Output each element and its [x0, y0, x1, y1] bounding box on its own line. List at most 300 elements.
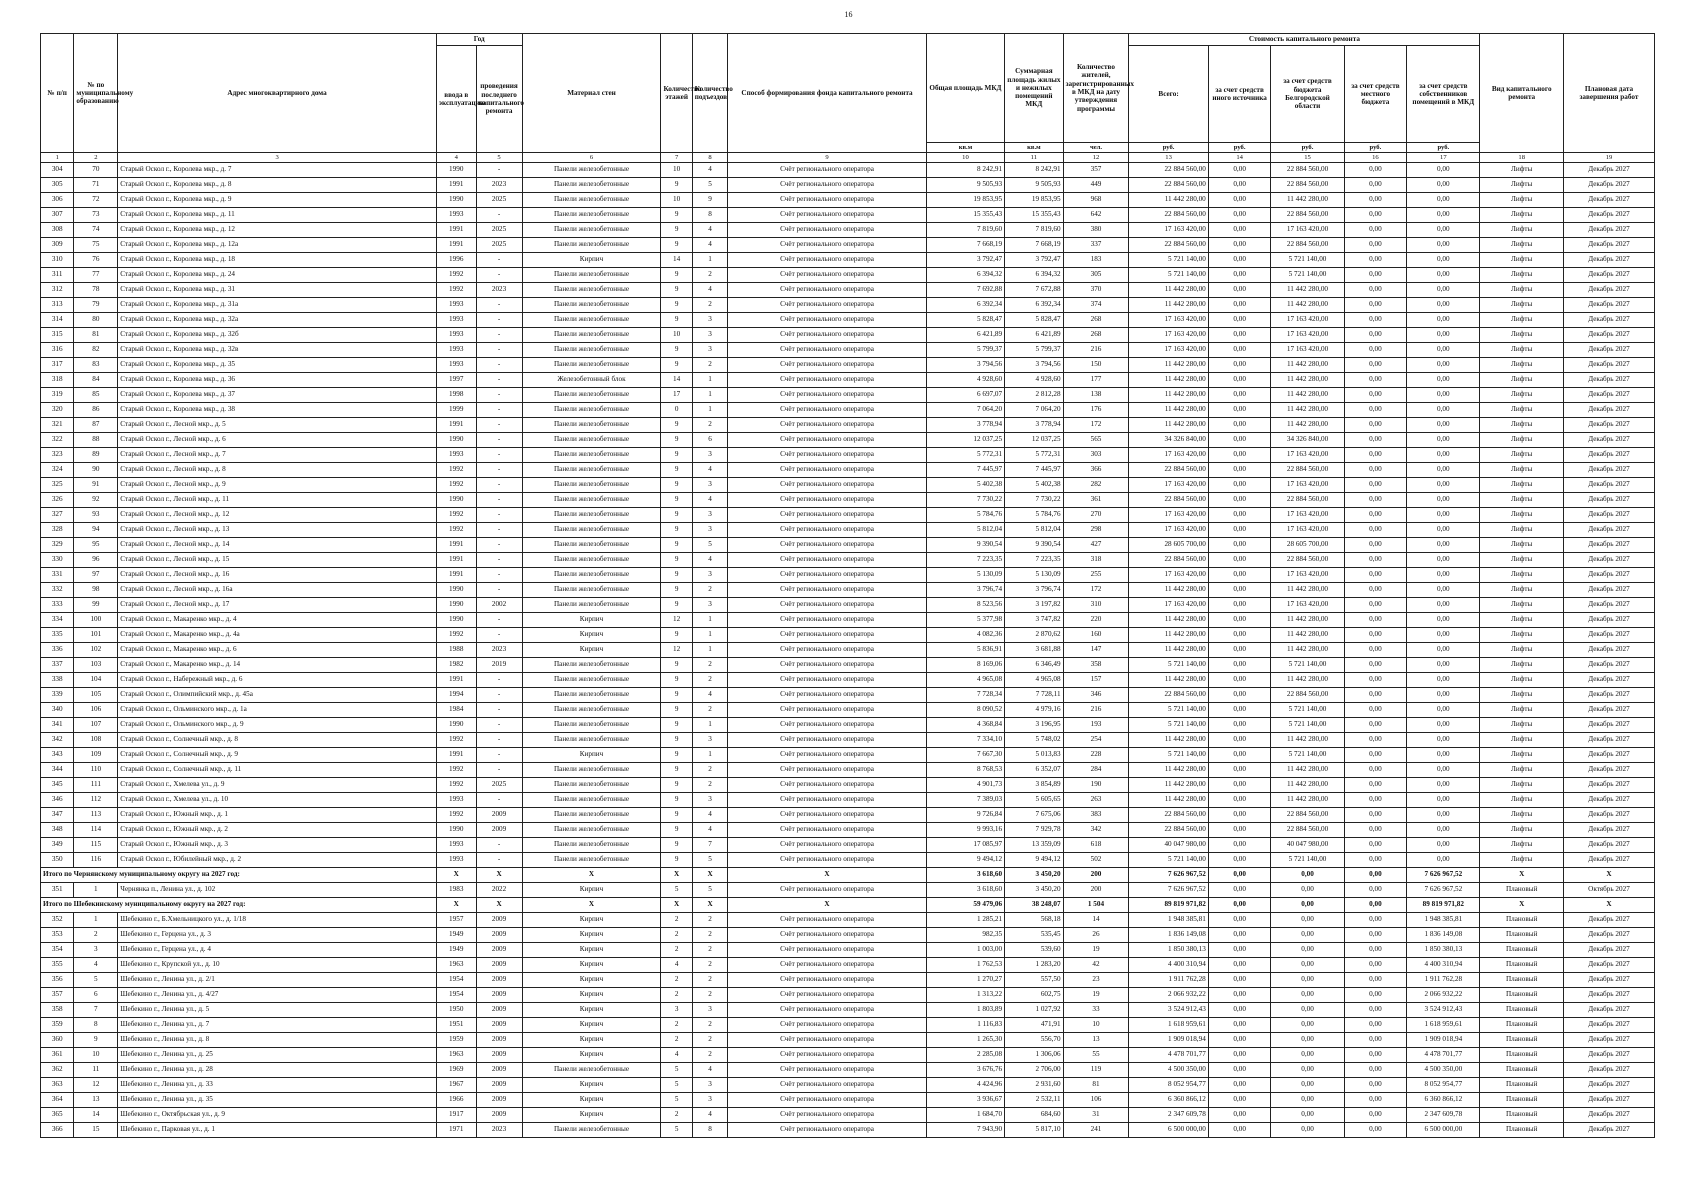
- cell-fund-method: Счёт регионального оператора: [728, 628, 926, 643]
- cell-address: Шебекино г., Ленина ул., д. 5: [118, 1003, 437, 1018]
- cell-planned-date: Декабрь 2027: [1563, 988, 1654, 1003]
- cell-entrances: 3: [692, 598, 728, 613]
- cell-mun-num: 90: [74, 463, 118, 478]
- cell-address: Старый Оскол г., Южный мкр., д. 2: [118, 823, 437, 838]
- cell-cost-regional: 28 605 700,00: [1271, 538, 1344, 553]
- cell-wall-material: Панели железобетонные: [522, 328, 661, 343]
- cell-cost-regional: 11 442 280,00: [1271, 778, 1344, 793]
- cell-mun-num: 78: [74, 283, 118, 298]
- cell-planned-date: Декабрь 2027: [1563, 1003, 1654, 1018]
- cell-planned-date: Декабрь 2027: [1563, 1048, 1654, 1063]
- cell-year-last-repair: 2009: [476, 1003, 522, 1018]
- cell-living-area: 3 681,88: [1005, 643, 1063, 658]
- cell-residents: 337: [1063, 238, 1129, 253]
- cell-planned-date: Декабрь 2027: [1563, 403, 1654, 418]
- cell-num: 311: [41, 268, 74, 283]
- cell-living-area: 5 130,09: [1005, 568, 1063, 583]
- cell-year-commission: 1993: [436, 838, 476, 853]
- cell-residents: 220: [1063, 613, 1129, 628]
- cell-num: 327: [41, 508, 74, 523]
- cell-year-last-repair: -: [476, 298, 522, 313]
- col-header-mun-num: № по муниципальному образованию: [74, 34, 118, 153]
- cell-year-commission: 1949: [436, 928, 476, 943]
- cell-cost-local: 0,00: [1344, 1003, 1407, 1018]
- cell-residents: 176: [1063, 403, 1129, 418]
- cell-num: 364: [41, 1093, 74, 1108]
- cell-wall-material: Панели железобетонные: [522, 718, 661, 733]
- cell-cost-owners: 8 052 954,77: [1407, 1078, 1480, 1093]
- cell-cost-other: 0,00: [1208, 1003, 1271, 1018]
- cell-floors: 9: [661, 298, 692, 313]
- cell-residents: 147: [1063, 643, 1129, 658]
- cell-floors: 9: [661, 313, 692, 328]
- column-number: 1: [41, 153, 74, 163]
- cell-floors: 9: [661, 658, 692, 673]
- cell-cost-local: 0,00: [1344, 1108, 1407, 1123]
- cell-address: Старый Оскол г., Королева мкр., д. 12: [118, 223, 437, 238]
- cell-cost-other: 0,00: [1208, 913, 1271, 928]
- cell-fund-method: Счёт регионального оператора: [728, 388, 926, 403]
- cell-mun-num: 103: [74, 658, 118, 673]
- cell-cost-total: 11 442 280,00: [1129, 418, 1208, 433]
- cell-fund-method: Счёт регионального оператора: [728, 598, 926, 613]
- cell-cost-total: 11 442 280,00: [1129, 628, 1208, 643]
- cell-fund-method: X: [728, 868, 926, 883]
- cell-entrances: X: [692, 898, 728, 913]
- cell-planned-date: Декабрь 2027: [1563, 958, 1654, 973]
- cell-cost-other: 0,00: [1208, 1093, 1271, 1108]
- cell-residents: 26: [1063, 928, 1129, 943]
- cell-cost-total: 89 819 971,82: [1129, 898, 1208, 913]
- cell-cost-other: 0,00: [1208, 748, 1271, 763]
- cell-num: 343: [41, 748, 74, 763]
- cell-cost-local: 0,00: [1344, 298, 1407, 313]
- cell-floors: 9: [661, 523, 692, 538]
- cell-fund-method: Счёт регионального оператора: [728, 958, 926, 973]
- cell-total-area: 4 082,36: [926, 628, 1004, 643]
- table-row: [41, 808, 1655, 823]
- cell-mun-num: 108: [74, 733, 118, 748]
- cell-entrances: 3: [692, 793, 728, 808]
- cell-cost-total: 1 850 380,13: [1129, 943, 1208, 958]
- cell-living-area: 1 283,20: [1005, 958, 1063, 973]
- column-number: 15: [1271, 153, 1344, 163]
- cell-cost-other: 0,00: [1208, 208, 1271, 223]
- column-number-row: [41, 153, 1655, 163]
- cell-entrances: 1: [692, 388, 728, 403]
- cell-entrances: 2: [692, 358, 728, 373]
- cell-cost-local: 0,00: [1344, 748, 1407, 763]
- cell-address: Старый Оскол г., Королева мкр., д. 31: [118, 283, 437, 298]
- cell-fund-method: Счёт регионального оператора: [728, 268, 926, 283]
- cell-floors: 9: [661, 793, 692, 808]
- cell-entrances: 5: [692, 178, 728, 193]
- cell-year-last-repair: -: [476, 388, 522, 403]
- cell-cost-owners: 0,00: [1407, 763, 1480, 778]
- cell-entrances: 5: [692, 883, 728, 898]
- cell-wall-material: Панели железобетонные: [522, 508, 661, 523]
- cell-year-last-repair: -: [476, 763, 522, 778]
- cell-year-commission: 1992: [436, 628, 476, 643]
- table-row: [41, 673, 1655, 688]
- cell-repair-type: Плановый: [1480, 958, 1564, 973]
- column-number: 5: [476, 153, 522, 163]
- cell-planned-date: Декабрь 2027: [1563, 493, 1654, 508]
- cell-floors: 2: [661, 928, 692, 943]
- cell-cost-local: 0,00: [1344, 688, 1407, 703]
- cell-num: 335: [41, 628, 74, 643]
- cell-address: Старый Оскол г., Лесной мкр., д. 16: [118, 568, 437, 583]
- cell-cost-total: 4 400 310,94: [1129, 958, 1208, 973]
- cell-wall-material: X: [522, 868, 661, 883]
- cell-total-area: 5 772,31: [926, 448, 1004, 463]
- cell-cost-regional: 11 442 280,00: [1271, 373, 1344, 388]
- cell-floors: 9: [661, 823, 692, 838]
- cell-total-area: 59 479,06: [926, 898, 1004, 913]
- cell-repair-type: Лифты: [1480, 643, 1564, 658]
- column-number: 18: [1480, 153, 1564, 163]
- cell-address: Старый Оскол г., Королева мкр., д. 36: [118, 373, 437, 388]
- cell-cost-owners: 0,00: [1407, 718, 1480, 733]
- cell-fund-method: Счёт регионального оператора: [728, 688, 926, 703]
- cell-year-commission: 1992: [436, 778, 476, 793]
- cell-mun-num: 10: [74, 1048, 118, 1063]
- cell-cost-regional: 0,00: [1271, 1018, 1344, 1033]
- cell-address: Старый Оскол г., Королева мкр., д. 12а: [118, 238, 437, 253]
- table-row: [41, 568, 1655, 583]
- cell-floors: X: [661, 868, 692, 883]
- cell-cost-other: 0,00: [1208, 793, 1271, 808]
- cell-repair-type: Лифты: [1480, 793, 1564, 808]
- table-row: [41, 1063, 1655, 1078]
- cell-living-area: 38 248,07: [1005, 898, 1063, 913]
- table-row: [41, 988, 1655, 1003]
- cell-living-area: 6 394,32: [1005, 268, 1063, 283]
- cell-cost-local: 0,00: [1344, 328, 1407, 343]
- cell-floors: 9: [661, 718, 692, 733]
- table-row: [41, 1018, 1655, 1033]
- cell-year-commission: X: [436, 898, 476, 913]
- cell-num: 314: [41, 313, 74, 328]
- cell-cost-other: 0,00: [1208, 478, 1271, 493]
- cell-year-commission: 1963: [436, 958, 476, 973]
- cell-cost-total: 11 442 280,00: [1129, 388, 1208, 403]
- cell-cost-regional: 11 442 280,00: [1271, 418, 1344, 433]
- cell-cost-local: 0,00: [1344, 988, 1407, 1003]
- cell-cost-local: 0,00: [1344, 823, 1407, 838]
- table-row: [41, 583, 1655, 598]
- cell-wall-material: Кирпич: [522, 1003, 661, 1018]
- cell-cost-regional: 5 721 140,00: [1271, 658, 1344, 673]
- cell-address: Старый Оскол г., Южный мкр., д. 1: [118, 808, 437, 823]
- cell-total-area: 2 285,08: [926, 1048, 1004, 1063]
- cell-address: Старый Оскол г., Солнечный мкр., д. 11: [118, 763, 437, 778]
- cell-year-commission: 1992: [436, 478, 476, 493]
- cell-cost-total: 8 052 954,77: [1129, 1078, 1208, 1093]
- cell-year-commission: 1949: [436, 943, 476, 958]
- cell-cost-total: 11 442 280,00: [1129, 373, 1208, 388]
- cell-address: Старый Оскол г., Солнечный мкр., д. 8: [118, 733, 437, 748]
- cell-cost-owners: 4 500 350,00: [1407, 1063, 1480, 1078]
- cell-living-area: 1 027,92: [1005, 1003, 1063, 1018]
- cell-num: 326: [41, 493, 74, 508]
- cell-total-area: 4 901,73: [926, 778, 1004, 793]
- cell-cost-local: 0,00: [1344, 658, 1407, 673]
- col-header-cost-group: Стоимость капитального ремонта: [1129, 34, 1480, 46]
- cell-repair-type: Лифты: [1480, 208, 1564, 223]
- cell-living-area: 4 928,60: [1005, 373, 1063, 388]
- cell-mun-num: 82: [74, 343, 118, 358]
- cell-floors: 9: [661, 238, 692, 253]
- cell-year-commission: 1999: [436, 403, 476, 418]
- cell-fund-method: Счёт регионального оператора: [728, 223, 926, 238]
- cell-num: 329: [41, 538, 74, 553]
- table-row: [41, 538, 1655, 553]
- col-header-fund-method: Способ формирования фонда капитального ремонта: [728, 34, 926, 153]
- cell-year-last-repair: -: [476, 418, 522, 433]
- cell-planned-date: Декабрь 2027: [1563, 853, 1654, 868]
- cell-fund-method: Счёт регионального оператора: [728, 703, 926, 718]
- cell-living-area: 5 812,04: [1005, 523, 1063, 538]
- cell-cost-total: 11 442 280,00: [1129, 613, 1208, 628]
- cell-living-area: 2 706,00: [1005, 1063, 1063, 1078]
- cell-cost-owners: 3 524 912,43: [1407, 1003, 1480, 1018]
- cell-entrances: 5: [692, 853, 728, 868]
- cell-living-area: 471,91: [1005, 1018, 1063, 1033]
- cell-entrances: 4: [692, 1063, 728, 1078]
- cell-cost-other: 0,00: [1208, 643, 1271, 658]
- cell-year-last-repair: 2009: [476, 1108, 522, 1123]
- cell-cost-regional: 22 884 560,00: [1271, 463, 1344, 478]
- cell-total-area: 5 377,98: [926, 613, 1004, 628]
- cell-cost-total: 17 163 420,00: [1129, 568, 1208, 583]
- cell-entrances: 4: [692, 463, 728, 478]
- cell-repair-type: Лифты: [1480, 253, 1564, 268]
- cell-address: Старый Оскол г., Южный мкр., д. 3: [118, 838, 437, 853]
- cell-mun-num: 89: [74, 448, 118, 463]
- col-header-entrances: Количество подъездов: [692, 34, 728, 153]
- cell-cost-owners: 0,00: [1407, 418, 1480, 433]
- cell-year-last-repair: 2009: [476, 1018, 522, 1033]
- cell-address: Старый Оскол г., Лесной мкр., д. 11: [118, 493, 437, 508]
- cell-planned-date: Декабрь 2027: [1563, 823, 1654, 838]
- cell-entrances: 4: [692, 238, 728, 253]
- cell-planned-date: Декабрь 2027: [1563, 163, 1654, 178]
- cell-cost-regional: 0,00: [1271, 898, 1344, 913]
- cell-cost-owners: 89 819 971,82: [1407, 898, 1480, 913]
- cell-planned-date: X: [1563, 898, 1654, 913]
- cell-wall-material: Панели железобетонные: [522, 313, 661, 328]
- cell-total-area: 1 285,21: [926, 913, 1004, 928]
- cell-num: 304: [41, 163, 74, 178]
- cell-cost-other: 0,00: [1208, 313, 1271, 328]
- cell-year-commission: 1963: [436, 1048, 476, 1063]
- cell-cost-total: 5 721 140,00: [1129, 748, 1208, 763]
- cell-fund-method: Счёт регионального оператора: [728, 838, 926, 853]
- cell-repair-type: Плановый: [1480, 1078, 1564, 1093]
- cell-fund-method: Счёт регионального оператора: [728, 448, 926, 463]
- cell-cost-other: 0,00: [1208, 223, 1271, 238]
- cell-planned-date: Декабрь 2027: [1563, 523, 1654, 538]
- cell-fund-method: Счёт регионального оператора: [728, 718, 926, 733]
- cell-year-commission: 1990: [436, 613, 476, 628]
- cell-living-area: 539,60: [1005, 943, 1063, 958]
- cell-address: Старый Оскол г., Лесной мкр., д. 5: [118, 418, 437, 433]
- cell-address: Старый Оскол г., Солнечный мкр., д. 9: [118, 748, 437, 763]
- table-row: [41, 778, 1655, 793]
- cell-cost-owners: 0,00: [1407, 433, 1480, 448]
- cell-entrances: 4: [692, 163, 728, 178]
- cell-entrances: 2: [692, 913, 728, 928]
- cell-mun-num: 107: [74, 718, 118, 733]
- cell-repair-type: Плановый: [1480, 913, 1564, 928]
- cell-cost-total: 22 884 560,00: [1129, 208, 1208, 223]
- cell-num: 320: [41, 403, 74, 418]
- cell-cost-owners: 0,00: [1407, 688, 1480, 703]
- table-row: [41, 943, 1655, 958]
- cell-floors: 9: [661, 508, 692, 523]
- cell-cost-regional: 5 721 140,00: [1271, 253, 1344, 268]
- cell-mun-num: 13: [74, 1093, 118, 1108]
- cell-repair-type: Лифты: [1480, 463, 1564, 478]
- cell-total-area: 7 943,90: [926, 1123, 1004, 1138]
- cell-cost-owners: 0,00: [1407, 283, 1480, 298]
- table-row: [41, 733, 1655, 748]
- cell-fund-method: Счёт регионального оператора: [728, 1078, 926, 1093]
- cell-living-area: 7 668,19: [1005, 238, 1063, 253]
- cell-cost-other: 0,00: [1208, 613, 1271, 628]
- cell-year-commission: 1959: [436, 1033, 476, 1048]
- table-row: [41, 763, 1655, 778]
- cell-address: Старый Оскол г., Юбилейный мкр., д. 2: [118, 853, 437, 868]
- cell-floors: 9: [661, 853, 692, 868]
- column-number: 10: [926, 153, 1004, 163]
- cell-residents: 183: [1063, 253, 1129, 268]
- cell-address: Чернянка п., Ленина ул., д. 102: [118, 883, 437, 898]
- cell-cost-regional: 11 442 280,00: [1271, 403, 1344, 418]
- cell-cost-local: 0,00: [1344, 568, 1407, 583]
- cell-cost-local: 0,00: [1344, 238, 1407, 253]
- cell-floors: 2: [661, 988, 692, 1003]
- cell-living-area: 7 223,35: [1005, 553, 1063, 568]
- cell-planned-date: Декабрь 2027: [1563, 943, 1654, 958]
- cell-residents: 357: [1063, 163, 1129, 178]
- cell-year-commission: 1951: [436, 1018, 476, 1033]
- cell-address: Старый Оскол г., Лесной мкр., д. 7: [118, 448, 437, 463]
- cell-address: Старый Оскол г., Макаренко мкр., д. 4: [118, 613, 437, 628]
- cell-wall-material: Панели железобетонные: [522, 538, 661, 553]
- cell-floors: 5: [661, 1063, 692, 1078]
- cell-cost-other: 0,00: [1208, 628, 1271, 643]
- cell-cost-local: 0,00: [1344, 448, 1407, 463]
- column-number: 8: [692, 153, 728, 163]
- column-number: 4: [436, 153, 476, 163]
- cell-cost-local: 0,00: [1344, 1078, 1407, 1093]
- cell-repair-type: Лифты: [1480, 448, 1564, 463]
- cell-wall-material: Железобетонный блок: [522, 373, 661, 388]
- cell-planned-date: Декабрь 2027: [1563, 223, 1654, 238]
- cell-cost-other: 0,00: [1208, 598, 1271, 613]
- cell-wall-material: Панели железобетонные: [522, 853, 661, 868]
- cell-cost-regional: 17 163 420,00: [1271, 223, 1344, 238]
- cell-repair-type: Лифты: [1480, 748, 1564, 763]
- cell-fund-method: Счёт регионального оператора: [728, 553, 926, 568]
- cell-entrances: 3: [692, 1093, 728, 1108]
- cell-year-commission: 1993: [436, 298, 476, 313]
- cell-year-commission: 1917: [436, 1108, 476, 1123]
- cell-total-area: 9 390,54: [926, 538, 1004, 553]
- cell-total-area: 1 803,89: [926, 1003, 1004, 1018]
- cell-repair-type: Лифты: [1480, 238, 1564, 253]
- cell-year-last-repair: -: [476, 553, 522, 568]
- cell-cost-owners: 0,00: [1407, 853, 1480, 868]
- cell-cost-regional: 11 442 280,00: [1271, 583, 1344, 598]
- cell-address: Старый Оскол г., Лесной мкр., д. 9: [118, 478, 437, 493]
- cell-year-last-repair: -: [476, 253, 522, 268]
- cell-mun-num: 1: [74, 913, 118, 928]
- cell-cost-local: 0,00: [1344, 868, 1407, 883]
- cell-planned-date: Декабрь 2027: [1563, 343, 1654, 358]
- cell-address: Старый Оскол г., Макаренко мкр., д. 4а: [118, 628, 437, 643]
- column-number: 17: [1407, 153, 1480, 163]
- cell-floors: 9: [661, 733, 692, 748]
- cell-repair-type: Лифты: [1480, 493, 1564, 508]
- cell-planned-date: Декабрь 2027: [1563, 658, 1654, 673]
- cell-address: Старый Оскол г., Королева мкр., д. 32а: [118, 313, 437, 328]
- cell-cost-owners: 0,00: [1407, 388, 1480, 403]
- cell-num: 318: [41, 373, 74, 388]
- cell-entrances: 8: [692, 208, 728, 223]
- cell-wall-material: Панели железобетонные: [522, 448, 661, 463]
- cell-cost-owners: 0,00: [1407, 643, 1480, 658]
- cell-entrances: 8: [692, 1123, 728, 1138]
- cell-wall-material: Панели железобетонные: [522, 553, 661, 568]
- cell-year-last-repair: -: [476, 628, 522, 643]
- cell-total-area: 1 270,27: [926, 973, 1004, 988]
- cell-wall-material: Кирпич: [522, 1033, 661, 1048]
- cell-residents: 160: [1063, 628, 1129, 643]
- cell-wall-material: Панели железобетонные: [522, 583, 661, 598]
- cell-residents: 172: [1063, 418, 1129, 433]
- total-label: Итого по Шебекинскому муниципальному округу на 2027 год:: [41, 898, 437, 913]
- cell-cost-total: 22 884 560,00: [1129, 688, 1208, 703]
- cell-planned-date: Декабрь 2027: [1563, 328, 1654, 343]
- cell-cost-local: 0,00: [1344, 1048, 1407, 1063]
- cell-residents: 383: [1063, 808, 1129, 823]
- cell-living-area: 3 778,94: [1005, 418, 1063, 433]
- cell-cost-total: 17 163 420,00: [1129, 343, 1208, 358]
- cell-wall-material: Панели железобетонные: [522, 283, 661, 298]
- cell-fund-method: X: [728, 898, 926, 913]
- cell-cost-owners: 0,00: [1407, 178, 1480, 193]
- cell-entrances: 2: [692, 418, 728, 433]
- cell-address: Шебекино г., Ленина ул., д. 33: [118, 1078, 437, 1093]
- cell-year-commission: 1991: [436, 223, 476, 238]
- cell-cost-regional: 0,00: [1271, 1078, 1344, 1093]
- cell-cost-regional: 5 721 140,00: [1271, 748, 1344, 763]
- cell-cost-owners: 1 836 149,08: [1407, 928, 1480, 943]
- cell-cost-owners: 0,00: [1407, 583, 1480, 598]
- cell-entrances: 2: [692, 658, 728, 673]
- cell-fund-method: Счёт регионального оператора: [728, 883, 926, 898]
- cell-year-commission: 1992: [436, 808, 476, 823]
- cell-address: Старый Оскол г., Ольминского мкр., д. 1а: [118, 703, 437, 718]
- cell-planned-date: Декабрь 2027: [1563, 373, 1654, 388]
- cell-year-commission: 1990: [436, 493, 476, 508]
- cell-wall-material: Кирпич: [522, 613, 661, 628]
- cell-num: 359: [41, 1018, 74, 1033]
- table-row: [41, 328, 1655, 343]
